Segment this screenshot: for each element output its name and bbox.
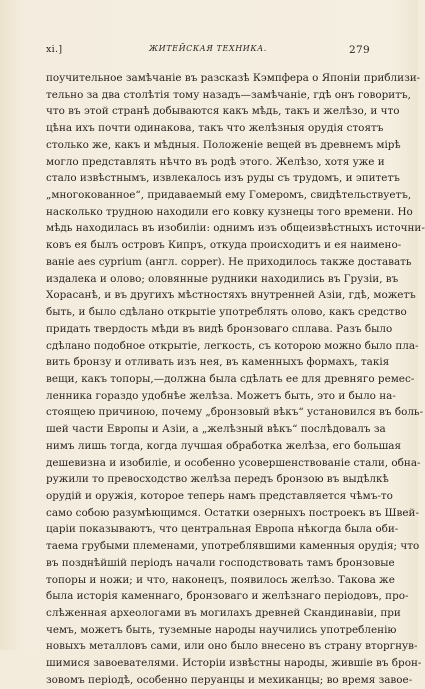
text-line: ковъ ея былъ островъ Кипръ, откуда происходитъ и ея наимено- — [46, 239, 402, 252]
text-line: столько же, какъ и мѣдныя. Положеніе вещей въ древнемъ мірѣ — [46, 138, 401, 151]
page-header — [46, 44, 370, 58]
text-line: царіи показываютъ, что центральная Европа нѣкогда была оби- — [46, 523, 399, 536]
text-line: ружили то превосходство желѣза передъ бронзою въ выдѣлкѣ — [46, 473, 389, 486]
text-line: стало извѣстнымъ, извлекалось изъ руды съ трудомъ, и эпитетъ — [46, 172, 400, 185]
running-title: ЖИТЕЙСКАЯ ТЕХНИКА. — [149, 44, 267, 53]
text-line: стоящею причиною, почему „бронзовый вѣкъ“ установился въ боль- — [46, 406, 424, 419]
body-text — [46, 70, 425, 689]
text-line: тельно за два столѣтія тому назадъ—замѣчаніе, гдѣ онъ говоритъ, — [46, 88, 411, 101]
text-line: нимъ лишь тогда, когда лучшая обработка желѣза, его большая — [46, 439, 402, 452]
text-line: слѣженная археологами въ могилахъ древней Скандинавіи, при — [46, 607, 401, 619]
text-line: въ позднѣйшій періодъ начали господствовать тамъ бронзовые — [46, 556, 395, 569]
text-line: новыхъ металловъ сами, или оно было внесено въ страну вторгнув- — [46, 640, 418, 653]
text-line: поучительное замѣчаніе въ разсказѣ Кэмпфера о Японіи приблизи- — [46, 72, 421, 84]
text-line: насколько трудною находили его ковку кузнецы того времени. Но — [46, 205, 413, 218]
text-line: само собою разумѣющимся. Остатки озерныхъ построекъ въ Швей- — [46, 506, 419, 519]
text-line: чемъ, можетъ быть, туземные народы научились употребленію — [46, 623, 397, 636]
text-line: могло представлять нѣчто въ родѣ этого. Желѣзо, хотя уже и — [46, 155, 385, 168]
text-line: была исторія каменнаго, бронзоваго и желѣзнаго періодовъ, про- — [46, 590, 409, 603]
text-line: орудій и оружія, которое теперь намъ представляется чѣмъ-то — [46, 489, 393, 502]
text-line: шей части Европы и Азіи, а „желѣзный вѣкъ“ послѣдовалъ за — [46, 423, 386, 436]
text-line: „многокованное“, придаваемый ему Гомеромъ, свидѣтельствуетъ, — [46, 189, 412, 202]
text-line: цѣна ихъ почти одинакова, такъ что желѣзныя орудія стоятъ — [46, 122, 384, 135]
text-line: дешевизна и изобиліе, и особенно усовершенствованіе стали, обна- — [46, 456, 421, 469]
chapter-marker: xi.] — [46, 44, 63, 55]
text-line: мѣдь находилась въ изобиліи: однимъ изъ общеизвѣстныхъ источни- — [46, 222, 425, 235]
text-line: шимися завоевателями. Исторіи извѣстны народы, жившіе въ брон- — [46, 657, 422, 670]
text-line: сдѣлано подобное открытіе, легкость, съ которою можно было пла- — [46, 339, 419, 352]
text-line: издалека и олово; оловянные рудники находились въ Грузіи, въ — [46, 272, 399, 285]
page-number: 279 — [349, 44, 370, 56]
text-line: Хорасанѣ, и въ другихъ мѣстностяхъ внутренней Азіи, гдѣ, можетъ — [46, 289, 416, 302]
text-line: ленника гораздо удобнѣе желѣза. Можетъ быть, это и было на- — [46, 389, 396, 402]
text-line: что въ этой странѣ добываются какъ мѣдь, такъ и желѣзо, и что — [46, 105, 400, 118]
text-line: быть, и было сдѣлано открытіе употреблять олово, какъ средство — [46, 306, 407, 319]
text-line: таема грубыми племенами, употреблявшими каменныя орудія; что — [46, 540, 420, 553]
text-line: ваніе aes cyprium (англ. copper). Не приходилось также доставать — [46, 255, 412, 268]
text-line: зовомъ періодѣ, особенно перуанцы и мехиканцы; во время завое- — [46, 673, 413, 686]
text-line: придать твердость мѣди въ видѣ бронзоваго сплава. Разъ было — [46, 322, 393, 335]
text-line: вить бронзу и отливать изъ нея, въ каменныхъ формахъ, такія — [46, 356, 390, 369]
text-line: вещи, какъ топоры,—должна была сдѣлать ее для древняго ремес- — [46, 372, 415, 385]
text-line: топоры и ножи; и что, наконецъ, появилось желѣзо. Такова же — [46, 573, 395, 586]
